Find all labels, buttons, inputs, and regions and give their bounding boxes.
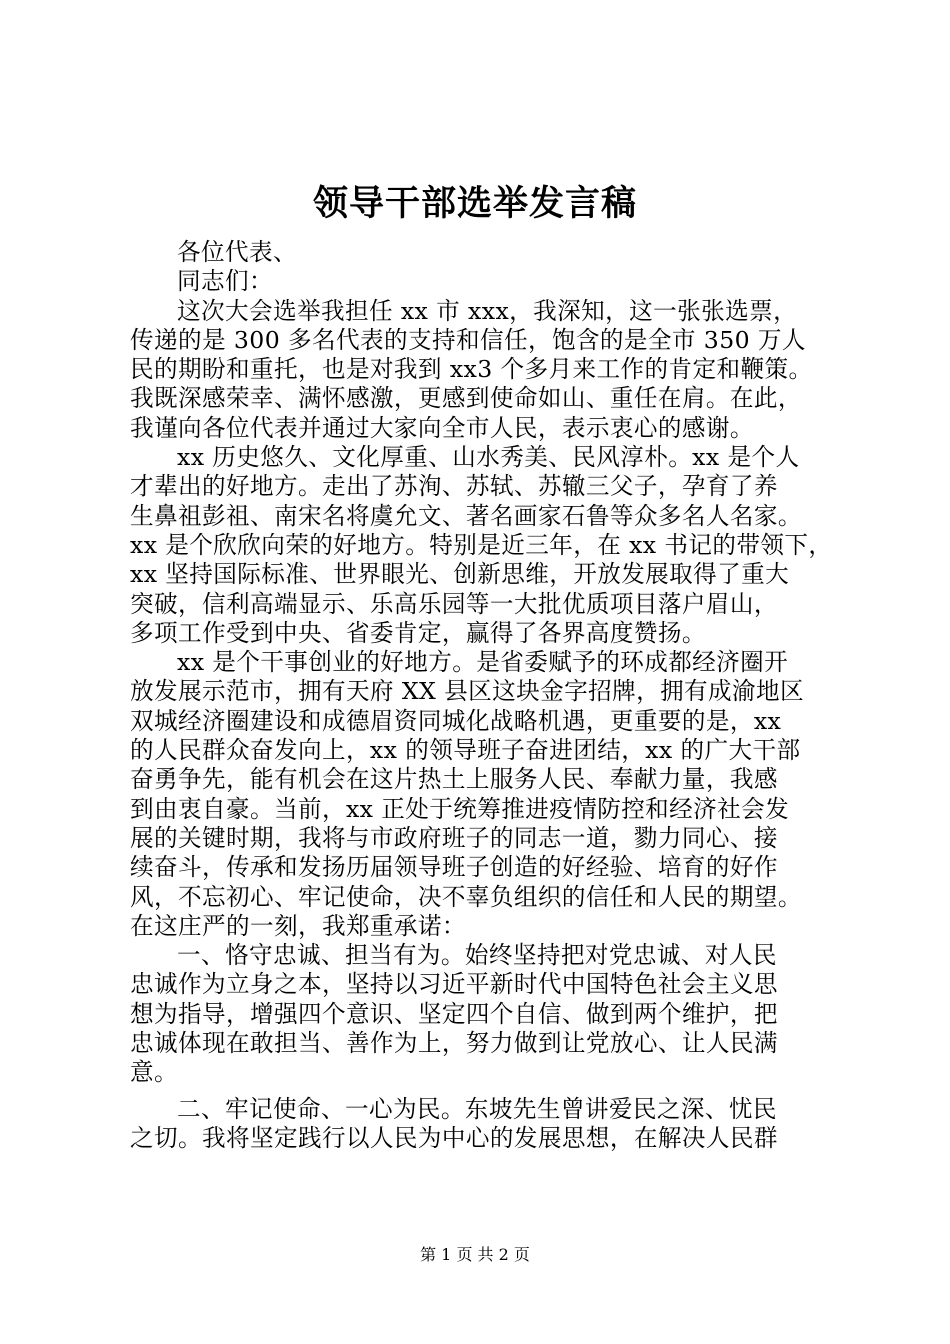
paragraph-line: 多项工作受到中央、省委肯定，赢得了各界高度赞扬。 bbox=[130, 618, 706, 647]
paragraph-line: 二、牢记使命、一心为民。东坡先生曾讲爱民之深、忧民 bbox=[177, 1094, 777, 1123]
paragraph-line: 放发展示范市，拥有天府 XX 县区这块金字招牌，拥有成渝地区 bbox=[130, 677, 805, 706]
paragraph-line: 之切。我将坚定践行以人民为中心的发展思想，在解决人民群 bbox=[130, 1123, 778, 1152]
paragraph-line: 才辈出的好地方。走出了苏洵、苏轼、苏辙三父子，孕育了养 bbox=[130, 472, 778, 501]
paragraph-line: 突破，信利高端显示、乐高乐园等一大批优质项目落户眉山， bbox=[130, 589, 778, 618]
page-number-footer: 第 1 页 共 2 页 bbox=[420, 1245, 530, 1264]
paragraph-line: 的人民群众奋发向上，xx 的领导班子奋进团结，xx 的广大干部 bbox=[130, 736, 801, 765]
paragraph-line: 忠诚作为立身之本，坚持以习近平新时代中国特色社会主义思 bbox=[130, 970, 778, 999]
document-title: 领导干部选举发言稿 bbox=[312, 183, 637, 224]
paragraph-line: 一、恪守忠诚、担当有为。始终坚持把对党忠诚、对人民 bbox=[177, 941, 777, 970]
document-body bbox=[130, 238, 833, 1153]
salutation-line: 同志们： bbox=[177, 267, 273, 296]
paragraph-line: 我既深感荣幸、满怀感激，更感到使命如山、重任在肩。在此， bbox=[130, 384, 802, 413]
paragraph-line: 生鼻祖彭祖、南宋名将虞允文、著名画家石鲁等众多名人名家。 bbox=[130, 501, 802, 530]
paragraph-line: 到由衷自豪。当前，xx 正处于统筹推进疫情防控和经济社会发 bbox=[130, 794, 790, 823]
paragraph-line: 我谨向各位代表并通过大家向全市人民，表示衷心的感谢。 bbox=[130, 413, 754, 442]
paragraph-line: 这次大会选举我担任 xx 市 xxx，我深知，这一张张选票， bbox=[177, 296, 798, 325]
paragraph-line: xx 是个欣欣向荣的好地方。特别是近三年，在 xx 书记的带领下， bbox=[130, 530, 833, 559]
paragraph-line: 续奋斗，传承和发扬历届领导班子创造的好经验、培育的好作 bbox=[130, 853, 778, 882]
paragraph-line: 想为指导，增强四个意识、坚定四个自信、做到两个维护，把 bbox=[130, 999, 778, 1028]
paragraph-line: 民的期盼和重托，也是对我到 xx3 个多月来工作的肯定和鞭策。 bbox=[130, 355, 813, 384]
paragraph-line: 在这庄严的一刻，我郑重承诺： bbox=[130, 911, 466, 940]
paragraph-line: 展的关键时期，我将与市政府班子的同志一道，勠力同心、接 bbox=[130, 823, 778, 852]
paragraph-line: xx 坚持国际标准、世界眼光、创新思维，开放发展取得了重大 bbox=[130, 560, 790, 589]
paragraph-line: 奋勇争先，能有机会在这片热土上服务人民、奉献力量，我感 bbox=[130, 765, 778, 794]
paragraph-line: 风，不忘初心、牢记使命，决不辜负组织的信任和人民的期望。 bbox=[130, 882, 802, 911]
paragraph-line: 传递的是 300 多名代表的支持和信任，饱含的是全市 350 万人 bbox=[130, 325, 806, 354]
paragraph-line: xx 是个干事创业的好地方。是省委赋予的环成都经济圈开 bbox=[177, 648, 789, 677]
paragraph-line: xx 历史悠久、文化厚重、山水秀美、民风淳朴。xx 是个人 bbox=[177, 443, 800, 472]
paragraph-line: 双城经济圈建设和成德眉资同城化战略机遇，更重要的是，xx bbox=[130, 706, 782, 735]
salutation-line: 各位代表、 bbox=[177, 238, 297, 266]
paragraph-line: 忠诚体现在敢担当、善作为上，努力做到让党放心、让人民满 bbox=[130, 1029, 778, 1058]
paragraph-line: 意。 bbox=[130, 1058, 178, 1087]
